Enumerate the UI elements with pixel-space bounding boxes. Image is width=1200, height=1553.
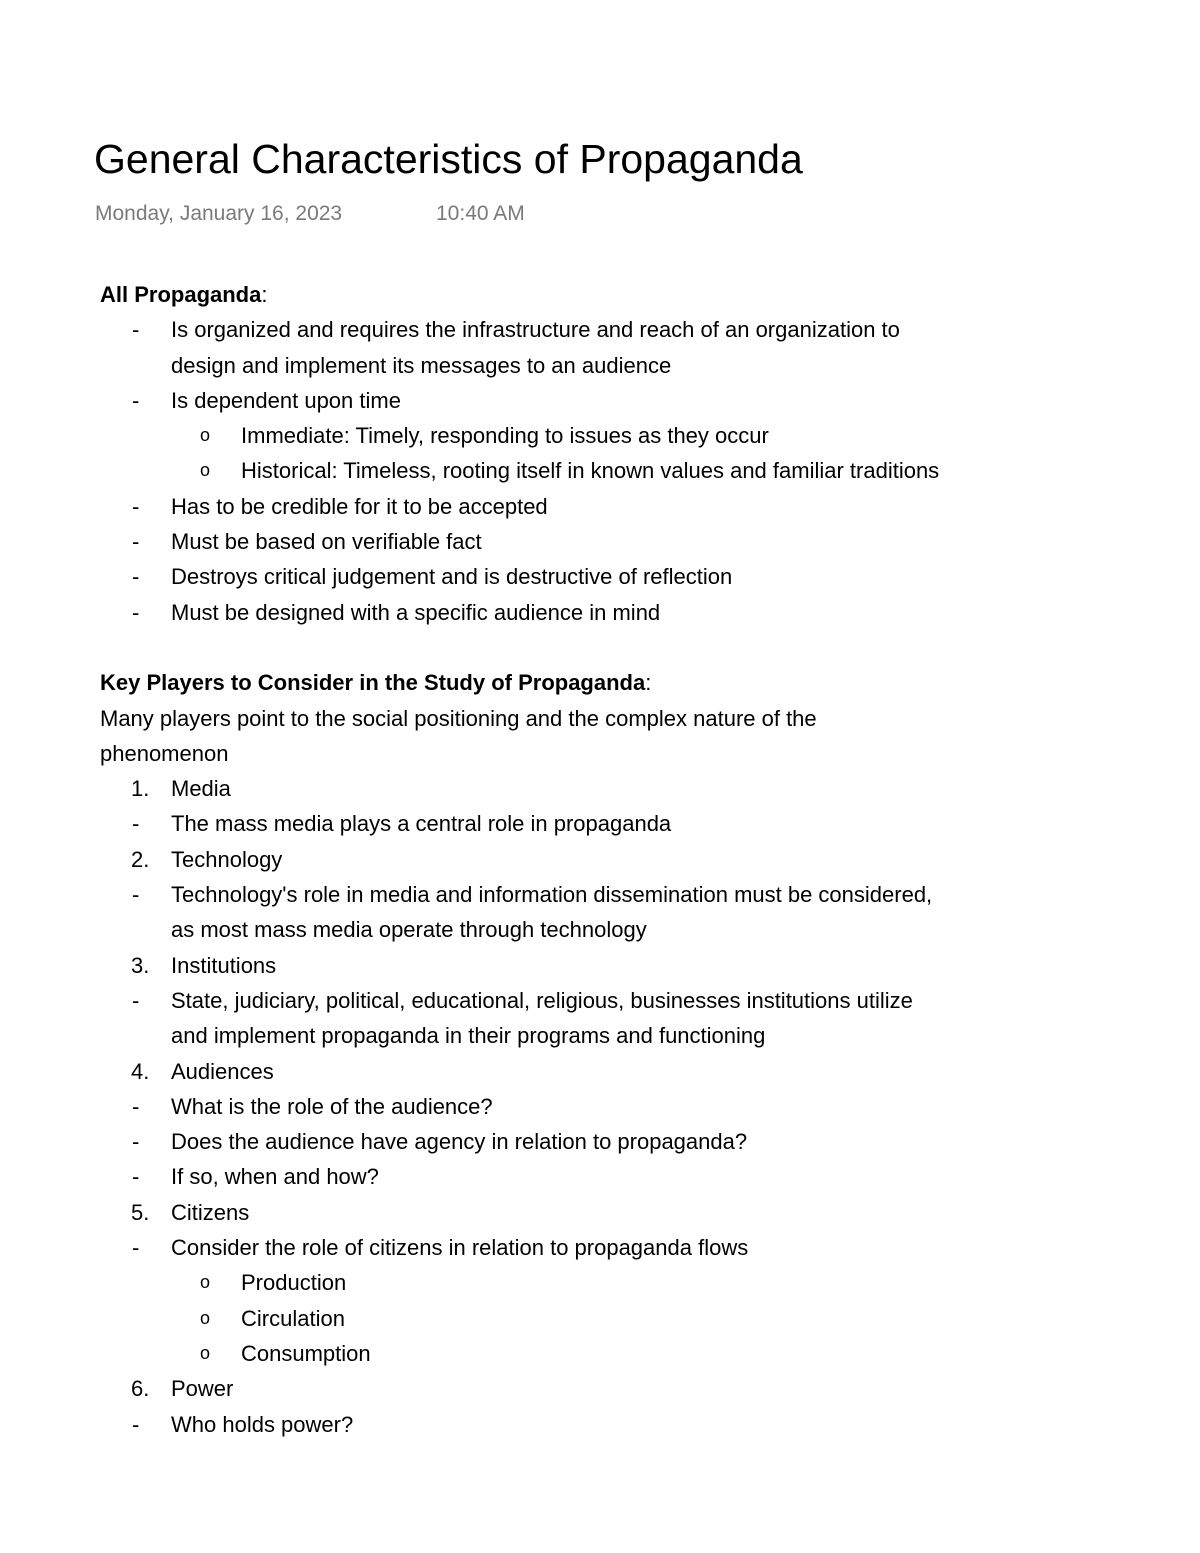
dash-bullet: - [132, 599, 140, 625]
note-time: 10:40 AM [436, 202, 525, 225]
sub-list-item-text: Production [241, 1270, 347, 1296]
list-item-text: Must be designed with a specific audience in mind [171, 599, 661, 625]
circle-bullet: o [200, 1272, 211, 1293]
blank-line [100, 630, 1140, 665]
list-item [100, 1124, 1140, 1159]
dash-bullet: - [132, 1411, 140, 1437]
list-item [100, 1089, 1140, 1124]
item-number: 3. [131, 952, 150, 978]
dash-bullet: - [132, 987, 140, 1013]
list-item [100, 489, 1140, 524]
list-item [100, 559, 1140, 594]
dash-bullet: - [132, 1129, 140, 1155]
intro-paragraph-continuation: phenomenon [100, 740, 229, 766]
item-number: 2. [131, 846, 150, 872]
dash-bullet: - [132, 493, 140, 519]
list-item-text: The mass media plays a central role in propaganda [171, 811, 672, 837]
numbered-item [100, 948, 1140, 983]
list-item [100, 1159, 1140, 1194]
item-number: 4. [131, 1058, 150, 1084]
list-item-text: Must be based on verifiable fact [171, 529, 482, 555]
heading-colon: : [645, 670, 652, 696]
list-item-continuation [100, 348, 1140, 383]
list-item-text: Has to be credible for it to be accepted [171, 493, 548, 519]
heading-text: Key Players to Consider in the Study of Propaganda [100, 670, 646, 696]
dash-bullet: - [132, 1164, 140, 1190]
list-item-text: What is the role of the audience? [171, 1093, 493, 1119]
dash-bullet: - [132, 1093, 140, 1119]
numbered-item [100, 1195, 1140, 1230]
list-item [100, 877, 1140, 912]
item-number: 5. [131, 1199, 150, 1225]
sub-list-item [100, 1301, 1140, 1336]
numbered-item-text: Citizens [171, 1199, 250, 1225]
dash-bullet: - [132, 529, 140, 555]
note-timestamp [95, 199, 525, 229]
circle-bullet: o [200, 1307, 211, 1328]
numbered-item-text: Institutions [171, 952, 277, 978]
item-number: 1. [131, 776, 150, 802]
list-item-text: design and implement its messages to an audience [171, 352, 672, 378]
sub-list-item [100, 1336, 1140, 1371]
dash-bullet: - [132, 882, 140, 908]
note-body [100, 277, 1140, 1442]
numbered-item [100, 1054, 1140, 1089]
numbered-item [100, 771, 1140, 806]
list-item-text: as most mass media operate through technology [171, 917, 647, 943]
numbered-item-text: Technology [171, 846, 283, 872]
list-item-text: and implement propaganda in their programs and functioning [171, 1023, 766, 1049]
list-item [100, 1407, 1140, 1442]
dash-bullet: - [132, 811, 140, 837]
list-item [100, 983, 1140, 1018]
list-item [100, 524, 1140, 559]
list-item-text: Does the audience have agency in relation to propaganda? [171, 1129, 748, 1155]
numbered-item-text: Media [171, 776, 231, 802]
list-item-text: Destroys critical judgement and is destructive of reflection [171, 564, 733, 590]
list-item-text: Is organized and requires the infrastructure and reach of an organization to [171, 317, 900, 343]
dash-bullet: - [132, 387, 140, 413]
list-item-continuation [100, 1018, 1140, 1053]
list-item-text: State, judiciary, political, educational, religious, businesses institutions utilize [171, 987, 913, 1013]
heading-colon: : [261, 282, 268, 307]
sub-list-item [100, 1265, 1140, 1300]
dash-bullet: - [132, 1235, 140, 1261]
circle-bullet: o [200, 425, 211, 446]
numbered-item [100, 1371, 1140, 1406]
list-item [100, 1230, 1140, 1265]
section-heading-all-propaganda [100, 277, 1140, 312]
list-item-continuation [100, 912, 1140, 947]
numbered-item-text: Audiences [171, 1058, 274, 1084]
page-title: General Characteristics of Propaganda [94, 136, 803, 182]
heading-text: All Propaganda [100, 282, 262, 307]
list-item [100, 595, 1140, 630]
sub-list-item-text: Immediate: Timely, responding to issues as they occur [241, 423, 769, 449]
sub-list-item [100, 418, 1140, 453]
intro-paragraph: Many players point to the social positioning and the complex nature of the [100, 705, 817, 731]
section-heading-key-players [100, 665, 1140, 700]
sub-list-item-text: Circulation [241, 1305, 345, 1331]
list-item-text: Is dependent upon time [171, 387, 401, 413]
note-date: Monday, January 16, 2023 [95, 202, 343, 225]
list-item [100, 383, 1140, 418]
list-item-text: If so, when and how? [171, 1164, 379, 1190]
circle-bullet: o [200, 1342, 211, 1363]
numbered-item [100, 842, 1140, 877]
list-item-text: Who holds power? [171, 1411, 354, 1437]
list-item-text: Technology's role in media and information dissemination must be considered, [171, 882, 933, 908]
numbered-item-text: Power [171, 1376, 234, 1402]
sub-list-item-text: Consumption [241, 1340, 371, 1366]
list-item [100, 806, 1140, 841]
list-item [100, 312, 1140, 347]
item-number: 6. [131, 1376, 150, 1402]
list-item-text: Consider the role of citizens in relation to propaganda flows [171, 1235, 749, 1261]
circle-bullet: o [200, 460, 211, 481]
dash-bullet: - [132, 317, 140, 343]
sub-list-item [100, 453, 1140, 488]
sub-list-item-text: Historical: Timeless, rooting itself in known values and familiar traditions [241, 458, 940, 484]
dash-bullet: - [132, 564, 140, 590]
